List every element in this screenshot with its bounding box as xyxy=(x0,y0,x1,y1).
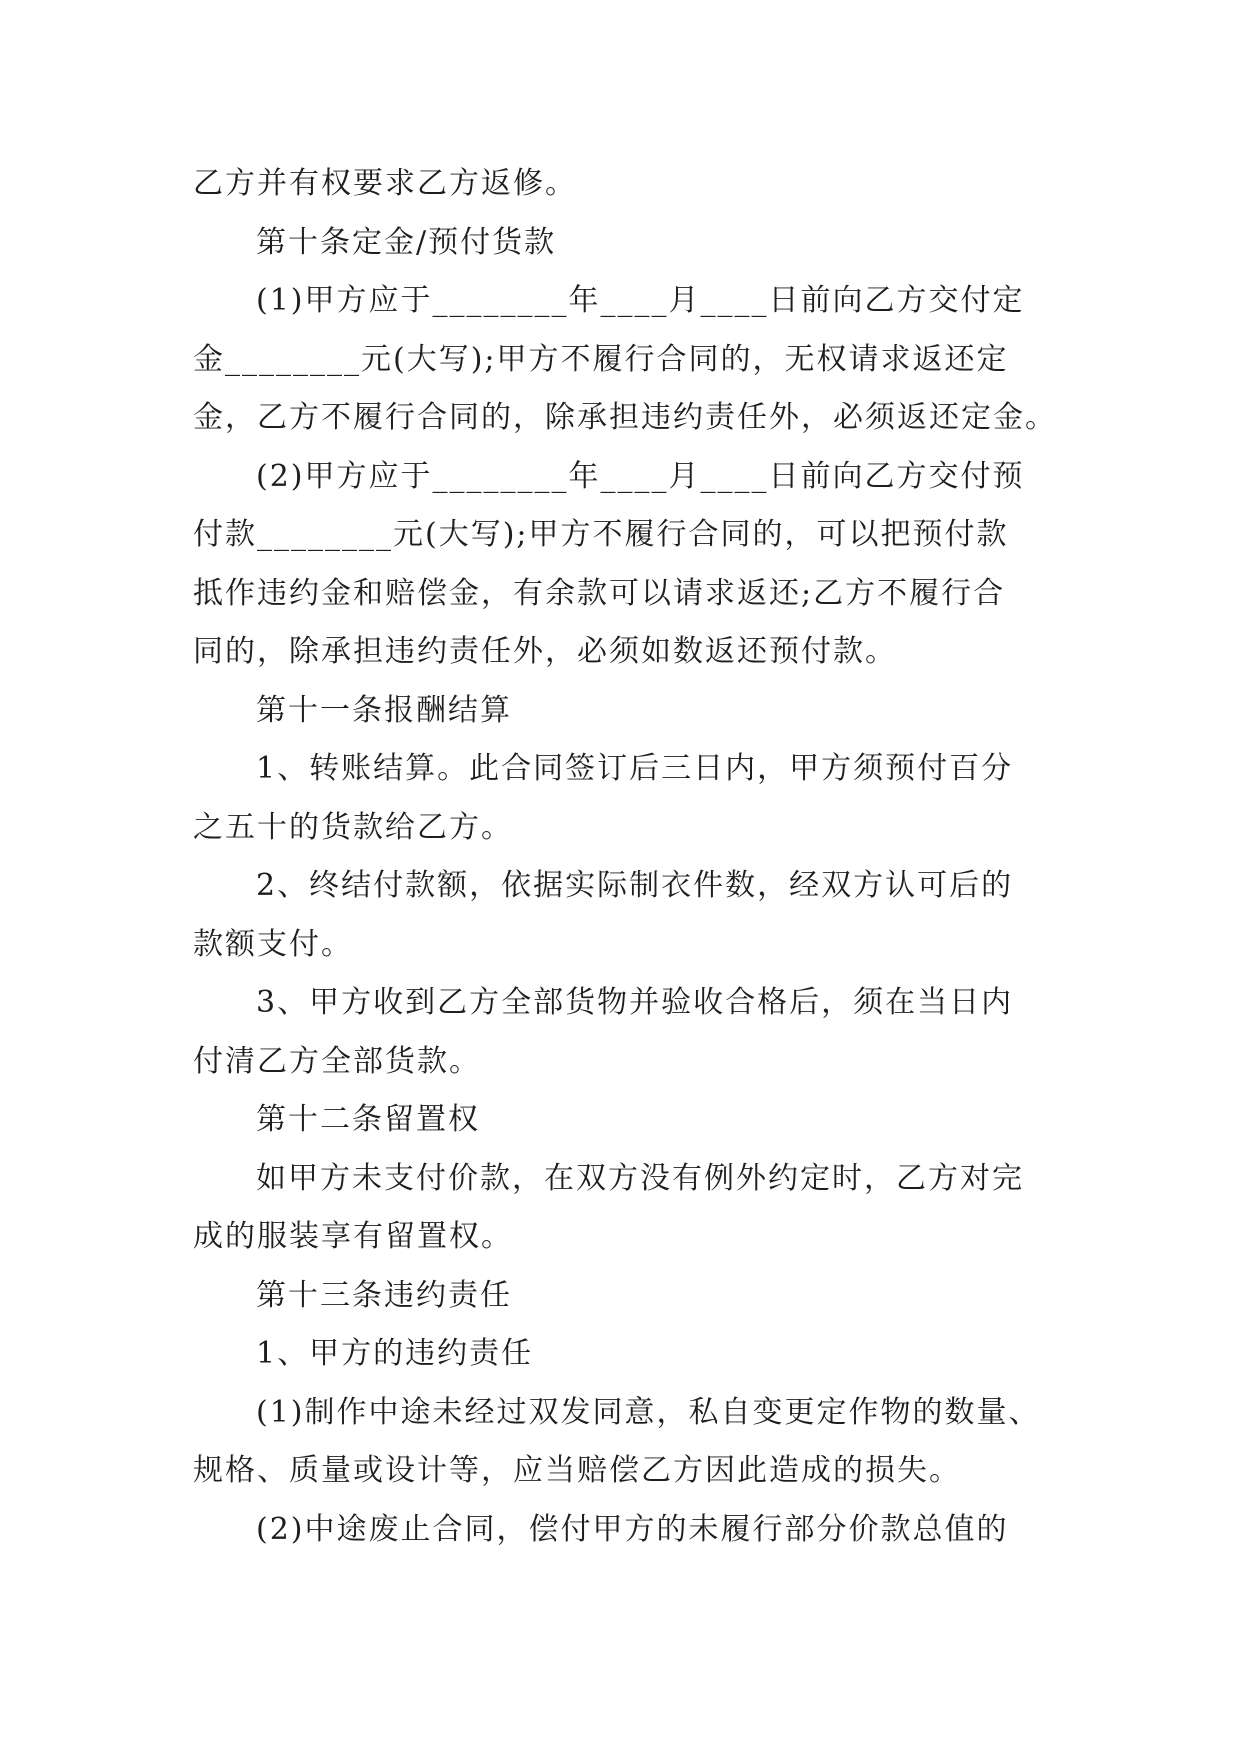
document-line: (2)甲方应于________年____月____日前向乙方交付预 xyxy=(256,458,1025,494)
document-line: 1、转账结算。此合同签订后三日内，甲方须预付百分 xyxy=(256,751,1014,786)
document-line: 同的，除承担违约责任外，必须如数返还预付款。 xyxy=(193,634,897,669)
document-line: 付清乙方全部货款。 xyxy=(193,1043,481,1079)
document-line: (2)中途废止合同，偿付甲方的未履行部分价款总值的 xyxy=(256,1511,1009,1547)
document-line: 付款________元(大写);甲方不履行合同的，可以把预付款 xyxy=(193,517,1009,552)
document-line: 2、终结付款额，依据实际制衣件数，经双方认可后的 xyxy=(256,868,1014,903)
document-line: 金，乙方不履行合同的，除承担违约责任外，必须返还定金。 xyxy=(193,400,1057,435)
document-line: 3、甲方收到乙方全部货物并验收合格后，须在当日内 xyxy=(256,985,1014,1020)
document-line: 抵作违约金和赔偿金，有余款可以请求返还;乙方不履行合 xyxy=(193,575,1006,611)
document-line: 第十三条违约责任 xyxy=(256,1277,512,1313)
document-line: 款额支付。 xyxy=(193,926,353,962)
document-line: 第十一条报酬结算 xyxy=(256,692,512,728)
document-line: 第十条定金/预付货款 xyxy=(256,224,557,260)
document-line: (1)制作中途未经过双发同意，私自变更定作物的数量、 xyxy=(256,1394,1041,1430)
document-line: 乙方并有权要求乙方返修。 xyxy=(193,166,577,201)
document-line: 规格、质量或设计等，应当赔偿乙方因此造成的损失。 xyxy=(193,1453,961,1488)
document-line: 成的服装享有留置权。 xyxy=(193,1219,513,1254)
document-line: 第十二条留置权 xyxy=(256,1102,480,1137)
document-line: (1)甲方应于________年____月____日前向乙方交付定 xyxy=(256,283,1025,318)
document-line: 1、甲方的违约责任 xyxy=(256,1336,534,1371)
document-body xyxy=(193,155,1073,1559)
document-line: 之五十的货款给乙方。 xyxy=(193,809,513,845)
document-line: 如甲方未支付价款，在双方没有例外约定时，乙方对完 xyxy=(256,1160,1024,1196)
document-line: 金________元(大写);甲方不履行合同的，无权请求返还定 xyxy=(193,341,1009,377)
